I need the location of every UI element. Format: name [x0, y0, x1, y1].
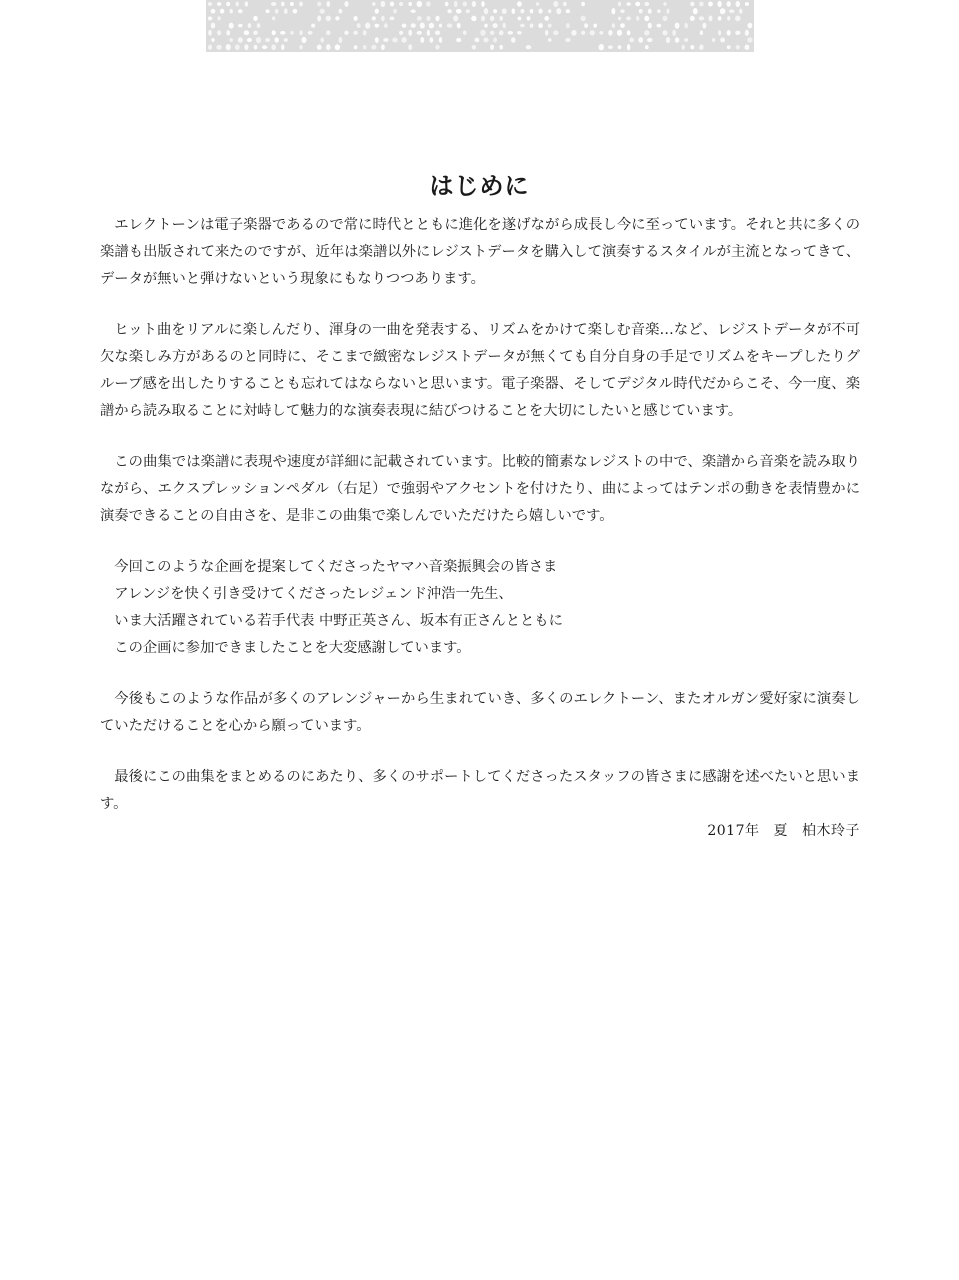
banner-dot [420, 23, 425, 29]
banner-dot [620, 9, 624, 13]
banner-dot [666, 9, 669, 14]
banner-dot [517, 31, 522, 35]
banner-dot [627, 2, 631, 6]
banner-dot [483, 37, 488, 42]
banner-dot [493, 23, 498, 28]
banner-dot [611, 8, 615, 14]
closing-paragraph-1: 今後もこのような作品が多くのアレンジャーから生まれていき、多くのエレクトーン、またオルガン愛好家に演奏していただけることを心から願っています。 [100, 691, 860, 734]
banner-dot [530, 9, 533, 14]
banner-dot [566, 9, 570, 13]
banner-dot [401, 37, 406, 43]
banner-dot [735, 31, 740, 35]
banner-dot [429, 23, 434, 29]
banner-dot [308, 31, 313, 35]
banner-dot [571, 30, 576, 36]
banner-dot [608, 45, 613, 49]
banner-dot [245, 1, 249, 6]
banner-dot [662, 30, 667, 35]
banner-dot [393, 9, 397, 14]
banner-dot [238, 9, 243, 13]
banner-dot [629, 37, 633, 42]
banner-dot [462, 2, 467, 7]
banner-dot [383, 38, 389, 42]
banner-dot [709, 15, 713, 21]
acknowledgement-block [100, 554, 860, 662]
banner-dot [499, 45, 502, 50]
banner-dot [565, 38, 571, 42]
banner-dot [357, 23, 361, 28]
banner-dot [456, 38, 461, 42]
banner-dot [281, 44, 284, 50]
banner-dot [326, 16, 331, 21]
banner-dot [499, 16, 502, 21]
banner-dot [211, 38, 214, 42]
banner-dot [702, 23, 706, 29]
banner-dot [472, 45, 476, 50]
banner-dot [392, 38, 398, 43]
banner-dot [284, 38, 288, 42]
banner-dot [216, 45, 221, 50]
banner-dot [326, 44, 331, 50]
banner-dot [238, 37, 243, 43]
banner-dot [320, 37, 324, 42]
banner-dot [299, 1, 303, 6]
banner-dot [526, 45, 532, 49]
banner-dot [230, 9, 233, 14]
banner-dot [427, 30, 430, 36]
banner-dot [472, 1, 476, 7]
banner-dot [226, 30, 230, 36]
signature-season: 夏 [773, 823, 788, 839]
banner-dot [556, 8, 561, 14]
banner-dot [208, 16, 213, 20]
banner-dot [238, 24, 243, 28]
banner-dot [256, 37, 261, 43]
banner-dot [693, 8, 698, 14]
banner-dot [272, 16, 275, 20]
banner-dot [639, 9, 643, 13]
banner-dot [544, 16, 549, 21]
banner-dot [480, 30, 485, 36]
banner-dot [471, 16, 476, 22]
banner-dot [299, 30, 302, 35]
banner-dot [457, 23, 461, 28]
banner-dot [317, 45, 322, 50]
banner-dot [666, 37, 670, 43]
banner-dot [517, 1, 522, 6]
banner-dot [648, 23, 652, 29]
banner-dot [402, 24, 407, 28]
body-text [100, 212, 860, 845]
banner-dot [747, 37, 752, 42]
banner-dot [375, 9, 379, 14]
banner-dot [257, 23, 261, 28]
banner-dot [648, 9, 652, 14]
banner-dot [408, 30, 412, 36]
banner-dot [217, 2, 221, 6]
banner-dot [584, 23, 588, 28]
banner-dot [484, 8, 489, 14]
acknowledgement-line: いま大活躍されている若手代表 中野正英さん、坂本有正さんとともに [114, 613, 563, 629]
banner-dot [281, 2, 285, 7]
banner-dot [217, 30, 221, 35]
banner-dot [490, 31, 495, 35]
banner-dot [453, 15, 458, 21]
banner-dot [644, 30, 649, 35]
banner-dot [672, 30, 676, 36]
banner-dot [745, 30, 749, 36]
banner-dot [371, 45, 376, 50]
banner-dot [682, 45, 685, 50]
banner-dot [211, 9, 216, 14]
banner-dot [344, 31, 348, 35]
banner-dot [593, 24, 597, 28]
intro-paragraph-2: ヒット曲をリアルに楽しんだり、渾身の一曲を発表する、リズムをかけて楽しむ音楽…など、レジストデータが不可欠な楽しみ方があるのと同時に、そこまで緻密なレジストデータが無くても自分自身の手足でリズムをキープしたりグルーブ感を出したりすることも忘れてはならないと思います。電子楽器、そしてデジタル時代だからこそ、今一度、楽譜から読み取ることに対峙して魅力的な演奏表現に結びつけることを大切にしたいと感じています。 [100, 322, 860, 419]
banner-dot [548, 38, 552, 42]
banner-dot [699, 2, 703, 7]
banner-dot [320, 9, 325, 14]
banner-dot [548, 24, 552, 28]
banner-dot [729, 9, 734, 13]
banner-dot [417, 1, 423, 7]
banner-dot [675, 22, 680, 28]
banner-dot [411, 9, 416, 13]
banner-dot [580, 16, 585, 21]
banner-dot [284, 8, 288, 14]
acknowledgement-line: 今回このような企画を提案してくださったヤマハ音楽振興会の皆さま [114, 559, 558, 575]
banner-dot [326, 30, 331, 35]
banner-dot [435, 31, 440, 36]
banner-dot [727, 45, 731, 49]
intro-paragraph-3: この曲集では楽譜に表現や速度が詳細に記載されています。比較的簡素なレジストの中で、楽譜から音楽を読み取りながら、エクスプレッションペダル（右足）で強弱やアクセントを付けたり、曲によってはテンポの動きを表情豊かに演奏できることの自由さを、是非この曲集で楽しんでいただけたら嬉しいです。 [100, 454, 860, 524]
banner-dot [439, 24, 442, 28]
banner-dot [490, 16, 495, 21]
banner-dot [275, 9, 278, 14]
banner-dot [335, 44, 340, 50]
banner-dot [439, 37, 442, 43]
banner-dot [638, 37, 643, 43]
banner-dot [390, 2, 394, 7]
banner-dot [708, 2, 713, 7]
banner-dot [599, 31, 603, 35]
banner-dot [408, 44, 412, 50]
banner-dot [717, 1, 721, 7]
banner-dot [663, 2, 666, 6]
banner-dot [301, 37, 306, 43]
banner-dot [636, 16, 639, 21]
banner-dot [618, 17, 621, 21]
banner-dot [493, 38, 497, 43]
banner-dot [663, 16, 668, 22]
banner-dot [581, 2, 585, 6]
banner-dot [699, 44, 703, 50]
banner-dot [474, 38, 479, 43]
banner-dot [408, 2, 412, 6]
banner-dot [381, 44, 385, 50]
banner-dot [720, 8, 726, 14]
banner-dot [363, 45, 366, 49]
banner-dot [627, 30, 631, 35]
banner-dot [484, 24, 488, 28]
banner-dot [520, 24, 525, 28]
banner-dot [590, 30, 595, 35]
banner-dot [435, 16, 439, 22]
banner-dot [447, 23, 453, 27]
banner-dot [417, 16, 422, 20]
banner-dot [381, 1, 386, 7]
banner-dot [699, 16, 704, 20]
banner-dot [727, 30, 731, 36]
banner-dot [363, 30, 367, 35]
banner-dot [548, 9, 551, 13]
banner-dot [426, 1, 431, 6]
banner-dot [502, 8, 507, 14]
banner-dot [271, 44, 276, 50]
banner-dot [311, 24, 315, 28]
banner-dot [244, 44, 248, 50]
banner-dot [499, 30, 504, 35]
banner-dot [490, 45, 494, 50]
banner-dot [520, 9, 524, 14]
banner-dot [527, 16, 531, 20]
banner-dot [620, 23, 625, 28]
banner-dot [399, 31, 403, 35]
banner-dot [271, 2, 277, 6]
banner-dot [566, 23, 570, 28]
banner-dot [372, 2, 375, 6]
banner-dot [399, 2, 403, 6]
banner-dot [372, 16, 376, 20]
banner-dot [229, 38, 232, 42]
banner-dot [745, 2, 749, 6]
banner-dot [684, 38, 688, 42]
banner-dot [420, 37, 424, 43]
banner-dot [493, 9, 497, 13]
banner-dot [353, 16, 357, 21]
banner-dot [727, 16, 730, 20]
banner-dot [647, 38, 653, 42]
banner-dot [727, 1, 731, 7]
banner-dot [262, 45, 267, 49]
banner-dot [720, 38, 725, 43]
banner-dot [538, 23, 543, 28]
banner-dot [435, 45, 439, 50]
banner-dot [700, 31, 703, 36]
banner-dot [229, 23, 234, 29]
banner-dot [274, 37, 278, 42]
banner-dot [545, 30, 548, 36]
banner-dot [411, 23, 416, 28]
banner-dot [365, 22, 370, 28]
banner-dot [290, 31, 294, 35]
banner-dot [208, 2, 213, 6]
acknowledgement-line: この企画に参加できましたことを大変感謝しています。 [114, 640, 471, 656]
banner-dot [426, 16, 430, 21]
banner-dot [608, 30, 612, 36]
banner-dot [463, 31, 467, 36]
banner-dot [530, 23, 533, 27]
page-title: はじめに [429, 171, 530, 200]
banner-dot [563, 2, 566, 6]
banner-dot [236, 2, 239, 7]
banner-dot [456, 9, 461, 14]
banner-dot [718, 16, 722, 20]
banner-dot [293, 9, 298, 14]
banner-dot [381, 16, 385, 22]
banner-dot [253, 16, 257, 21]
banner-dot [344, 1, 348, 7]
banner-dot [735, 16, 741, 22]
banner-dot [690, 2, 694, 7]
banner-dot [675, 37, 680, 43]
intro-paragraph-1: エレクトーンは電子楽器であるので常に時代とともに進化を遂げながら成長し今に至っています。それと共に多くの楽譜も出版されて来たのですが、近年は楽譜以外にレジストデータを購入して演奏するスタイルが主流となってきて、データが無いと弾けないという現象にもなりつつあります。 [100, 217, 860, 287]
banner-dot [248, 23, 251, 28]
banner-dot [211, 23, 216, 29]
banner-dot [208, 45, 212, 50]
banner-dot [217, 16, 220, 20]
banner-dot [512, 8, 516, 14]
banner-dot [374, 24, 379, 28]
banner-dot [226, 44, 231, 50]
banner-dot [226, 2, 230, 6]
banner-dot [617, 30, 622, 36]
banner-dot [736, 45, 740, 49]
banner-dot [266, 9, 270, 13]
banner-dot [481, 15, 485, 21]
acknowledgement-line: アレンジを快く引き受けてくださったレジェンド沖浩一先生、 [114, 586, 513, 602]
banner-dot [684, 23, 688, 29]
banner-dot [690, 16, 695, 21]
banner-dot [280, 31, 285, 35]
banner-dot [417, 31, 422, 35]
banner-dot [272, 30, 276, 35]
banner-dot [326, 1, 330, 7]
signature [100, 818, 860, 845]
signature-year: 2017年 [707, 823, 760, 839]
signature-author: 柏木玲子 [802, 823, 860, 839]
banner-dot [339, 37, 343, 43]
banner-background [206, 0, 754, 52]
banner-dot [502, 23, 505, 29]
dot-pattern-graphic [206, 0, 754, 52]
banner-dot [627, 44, 630, 50]
banner-dot [447, 9, 451, 13]
banner-dot [384, 23, 388, 28]
banner-dot [747, 23, 752, 29]
banner-dot [508, 31, 513, 35]
banner-dot [511, 37, 516, 43]
banner-dot [538, 9, 542, 14]
banner-dot [317, 2, 321, 7]
banner-dot [635, 2, 640, 7]
banner-dot [645, 45, 649, 49]
banner-dot [220, 9, 224, 14]
banner-dot [581, 31, 585, 35]
banner-dot [235, 44, 240, 50]
banner-dot [389, 17, 394, 21]
banner-dot [454, 1, 458, 7]
banner-dot [656, 24, 661, 28]
banner-dot [265, 38, 270, 42]
banner-dot [481, 1, 485, 7]
banner-dot [290, 2, 294, 6]
banner-dot [254, 45, 258, 50]
banner-dot [375, 37, 379, 43]
banner-dot [599, 44, 604, 50]
banner-dot [518, 17, 522, 21]
banner-dot [739, 9, 742, 14]
decorative-dot-banner [206, 0, 754, 52]
banner-dot [338, 9, 342, 14]
banner-dot [299, 45, 302, 49]
banner-dot [244, 30, 249, 35]
banner-dot [317, 15, 321, 21]
banner-dot [712, 38, 716, 42]
banner-dot [430, 37, 434, 43]
banner-dot [553, 30, 558, 35]
banner-dot [253, 31, 258, 35]
closing-paragraph-2: 最後にこの曲集をまとめるのにあたり、多くのサポートしてくださったスタッフの皆さまに感謝を述べたいと思います。 [100, 769, 860, 812]
banner-dot [335, 16, 339, 20]
banner-dot [690, 45, 694, 49]
banner-dot [644, 16, 649, 22]
banner-dot [644, 2, 649, 6]
banner-dot [612, 23, 615, 28]
banner-dot [247, 38, 252, 42]
banner-dot [445, 2, 449, 7]
banner-dot [657, 9, 660, 13]
banner-dot [744, 45, 749, 50]
banner-dot [553, 1, 558, 7]
banner-dot [208, 30, 212, 36]
banner-dot [718, 30, 721, 35]
banner-dot [536, 2, 540, 6]
banner-dot [353, 31, 358, 35]
banner-dot [354, 45, 358, 49]
banner-dot [466, 9, 470, 13]
banner-dot [618, 2, 621, 7]
banner-dot [618, 45, 622, 49]
banner-dot [736, 1, 741, 7]
banner-dot [626, 16, 631, 20]
